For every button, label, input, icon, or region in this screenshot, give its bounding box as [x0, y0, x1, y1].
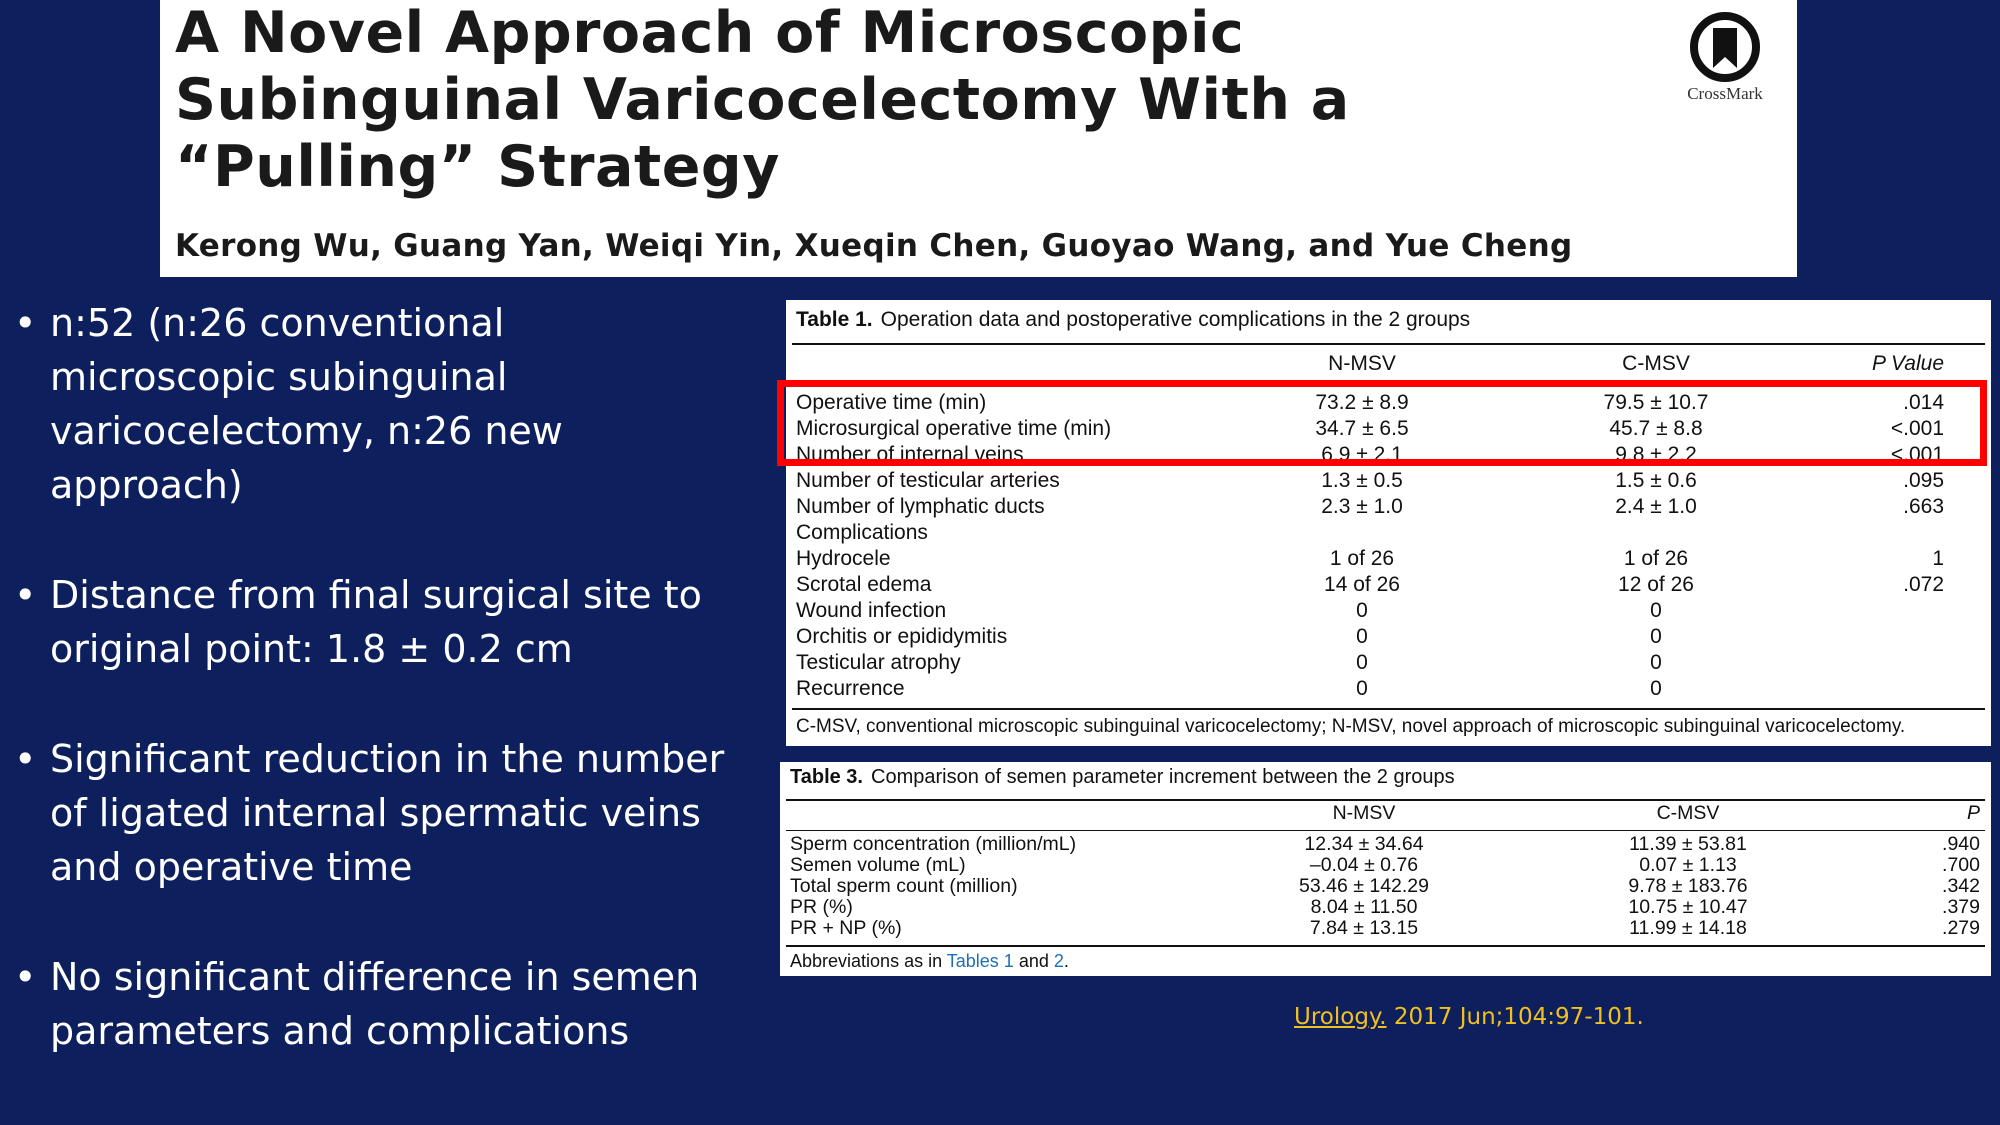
table-cell-label: Hydrocele	[796, 547, 891, 570]
table-cell-label: PR (%)	[790, 896, 853, 918]
bullet-distance: • Distance from final surgical site to original point: 1.8 ± 0.2 cm	[14, 568, 734, 676]
table-cell-cmsv: 0	[1650, 677, 1662, 700]
table-3-rule-header	[786, 830, 1985, 831]
table-cell-nmsv: 6.9 ± 2.1	[1321, 443, 1403, 466]
table-cell-p: .700	[1942, 854, 1980, 876]
table-row	[786, 546, 1991, 572]
table-row	[780, 834, 1991, 855]
table-cell-label: Recurrence	[796, 677, 905, 700]
table-3-caption-text: Comparison of semen parameter increment between the 2 groups	[871, 766, 1455, 788]
table-cell-p: .014	[1903, 391, 1944, 414]
table-cell-p: .095	[1903, 469, 1944, 492]
table-row	[786, 598, 1991, 624]
table-cell-nmsv: 8.04 ± 11.50	[1310, 896, 1418, 918]
table-cell-cmsv: 0.07 ± 1.13	[1639, 854, 1737, 876]
table-cell-label: Sperm concentration (million/mL)	[790, 833, 1077, 855]
table-cell-cmsv: 2.4 ± 1.0	[1615, 495, 1697, 518]
table-cell-nmsv: 2.3 ± 1.0	[1321, 495, 1403, 518]
table-cell-nmsv: 0	[1356, 625, 1368, 648]
table-3-header-row	[780, 803, 1991, 824]
table-cell-label: Number of testicular arteries	[796, 469, 1060, 492]
table-cell-p: <.001	[1890, 443, 1944, 466]
table-cell-nmsv: 0	[1356, 677, 1368, 700]
table-3-header-cmsv: C-MSV	[1656, 802, 1720, 824]
table-1-footnote: C-MSV, conventional microscopic subinguinal varicocelectomy; N-MSV, novel approach of microscopic subinguinal varicocelectomy.	[796, 716, 1906, 737]
table-3-rule-bottom	[786, 945, 1985, 947]
table-cell-label: Total sperm count (million)	[790, 875, 1018, 897]
table-row	[780, 876, 1991, 897]
table-3-rule-top	[786, 799, 1985, 801]
table-cell-nmsv: 53.46 ± 142.29	[1299, 875, 1429, 897]
table-cell-label: Testicular atrophy	[796, 651, 961, 674]
table-cell-nmsv: 12.34 ± 34.64	[1304, 833, 1424, 855]
table-1-caption	[796, 308, 1470, 332]
table-1	[786, 300, 1991, 746]
table-cell-nmsv: 1 of 26	[1329, 547, 1395, 570]
table-cell-p: 1	[1932, 547, 1944, 570]
table-row	[786, 468, 1991, 494]
table-cell-label: Complications	[796, 521, 928, 544]
table-3-footnote-suffix: .	[1063, 951, 1069, 971]
table-cell-cmsv: 1.5 ± 0.6	[1615, 469, 1697, 492]
table-cell-nmsv: 14 of 26	[1324, 573, 1400, 596]
table-cell-cmsv: 45.7 ± 8.8	[1609, 417, 1703, 440]
table-cell-nmsv: 0	[1356, 599, 1368, 622]
table-3-footnote-mid: and	[1013, 951, 1054, 971]
highlight-box	[777, 380, 1987, 466]
table-3-caption	[790, 766, 1455, 789]
table-cell-cmsv: 9.78 ± 183.76	[1628, 875, 1748, 897]
table-cell-cmsv: 11.39 ± 53.81	[1629, 833, 1747, 855]
table-cell-p: .342	[1942, 875, 1980, 897]
table-cell-p: .940	[1942, 833, 1980, 855]
table-cell-label: Scrotal edema	[796, 573, 932, 596]
citation	[1294, 1004, 1644, 1030]
table-cell-cmsv: 0	[1650, 651, 1662, 674]
table-row	[786, 494, 1991, 520]
table-1-header-pvalue: P Value	[1872, 352, 1944, 375]
table-3-footnote-prefix: Abbreviations as in	[790, 951, 947, 971]
table-cell-cmsv: 79.5 ± 10.7	[1603, 391, 1709, 414]
table-3-header-p: P	[1966, 802, 1980, 824]
paper-header	[160, 0, 1797, 277]
table-cell-label: Number of lymphatic ducts	[796, 495, 1045, 518]
table-row	[786, 624, 1991, 650]
table-row	[786, 520, 1991, 546]
table-cell-label: Number of internal veins	[796, 443, 1024, 466]
table-cell-cmsv: 10.75 ± 10.47	[1628, 896, 1748, 918]
table-1-caption-text: Operation data and postoperative complications in the 2 groups	[880, 308, 1471, 331]
paper-authors: Kerong Wu, Guang Yan, Weiqi Yin, Xueqin Chen, Guoyao Wang, and Yue Cheng	[175, 228, 1573, 264]
table-1-rule-top	[792, 343, 1985, 345]
table-cell-label: Orchitis or epididymitis	[796, 625, 1008, 648]
table-1-header-row	[786, 351, 1991, 377]
table-1-header-cmsv: C-MSV	[1622, 352, 1690, 375]
table-cell-label: Microsurgical operative time (min)	[796, 417, 1112, 440]
table-1-header-nmsv: N-MSV	[1328, 352, 1396, 375]
table-cell-nmsv: 1.3 ± 0.5	[1321, 469, 1403, 492]
bullet-no-difference: • No significant difference in semen parameters and complications	[14, 950, 734, 1058]
citation-journal-link[interactable]: Urology.	[1294, 1004, 1387, 1030]
table-1-rule-bottom	[792, 708, 1985, 710]
table-row	[786, 650, 1991, 676]
table-cell-nmsv: 73.2 ± 8.9	[1315, 391, 1409, 414]
table-cell-nmsv: 34.7 ± 6.5	[1315, 417, 1409, 440]
table-row	[780, 855, 1991, 876]
table-cell-label: Semen volume (mL)	[790, 854, 966, 876]
table-cell-cmsv: 0	[1650, 599, 1662, 622]
table-cell-cmsv: 9.8 ± 2.2	[1615, 443, 1697, 466]
bullet-reduction: • Significant reduction in the number of ligated internal spermatic veins and operative time	[14, 732, 734, 894]
table-cell-cmsv: 0	[1650, 625, 1662, 648]
table-cell-label: PR + NP (%)	[790, 917, 902, 939]
paper-title: A Novel Approach of Microscopic Subinguinal Varicocelectomy With a “Pulling” Strategy	[175, 0, 1350, 200]
table-3-footnote	[790, 951, 1069, 972]
citation-details: 2017 Jun;104:97-101.	[1386, 1004, 1644, 1030]
table-1-label: Table 1.	[796, 308, 873, 331]
table-cell-p: <.001	[1890, 417, 1944, 440]
crossmark-badge[interactable]	[1675, 12, 1775, 104]
table-cell-p: .379	[1942, 896, 1980, 918]
table-cell-p: .072	[1903, 573, 1944, 596]
table-1-link[interactable]: Tables 1	[946, 951, 1014, 971]
table-cell-cmsv: 1 of 26	[1623, 547, 1689, 570]
table-row	[786, 676, 1991, 702]
table-cell-cmsv: 11.99 ± 14.18	[1629, 917, 1747, 939]
table-cell-p: .663	[1903, 495, 1944, 518]
table-row	[786, 572, 1991, 598]
table-3	[780, 762, 1991, 976]
table-cell-nmsv: –0.04 ± 0.76	[1309, 854, 1419, 876]
table-cell-nmsv: 7.84 ± 13.15	[1309, 917, 1419, 939]
table-3-label: Table 3.	[790, 766, 863, 788]
table-cell-label: Wound infection	[796, 599, 947, 622]
table-cell-cmsv: 12 of 26	[1618, 573, 1694, 596]
table-3-header-nmsv: N-MSV	[1332, 802, 1396, 824]
summary-bullets	[14, 296, 734, 1058]
bullet-sample-size: • n:52 (n:26 conventional microscopic subinguinal varicocelectomy, n:26 new approach)	[14, 296, 734, 512]
table-cell-label: Operative time (min)	[796, 391, 987, 414]
crossmark-icon	[1682, 12, 1768, 82]
table-row	[780, 897, 1991, 918]
crossmark-label: CrossMark	[1687, 84, 1763, 103]
table-2-link[interactable]: 2	[1053, 951, 1064, 971]
table-cell-p: .279	[1942, 917, 1980, 939]
table-cell-nmsv: 0	[1356, 651, 1368, 674]
table-row	[780, 918, 1991, 939]
